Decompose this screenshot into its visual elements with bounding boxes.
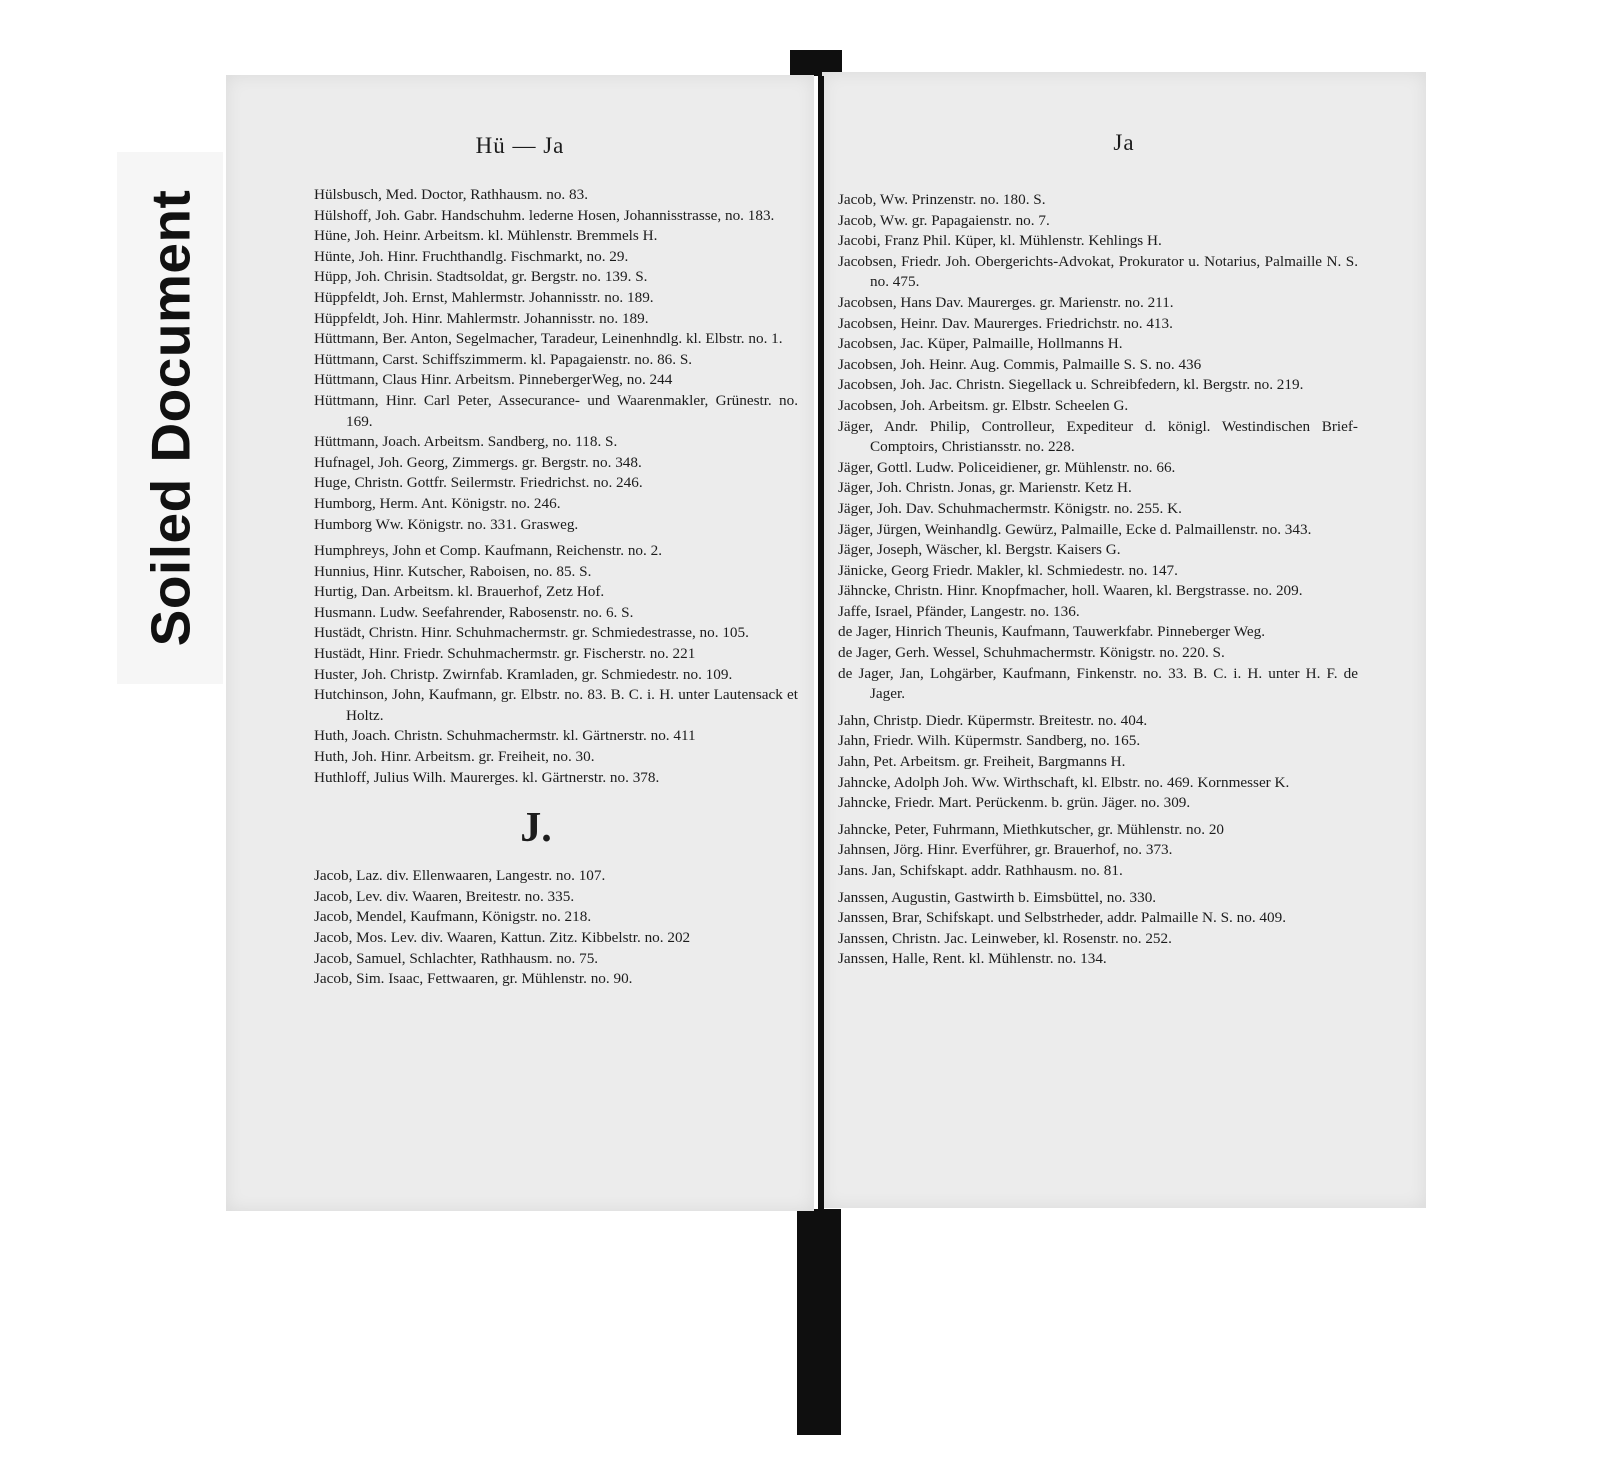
directory-entry: Jäger, Joseph, Wäscher, kl. Bergstr. Kaisers G. bbox=[838, 541, 1121, 559]
directory-entry: Janssen, Christn. Jac. Leinweber, kl. Rosenstr. no. 252. bbox=[838, 929, 1172, 947]
directory-entry: Jacobsen, Jac. Küper, Palmaille, Hollmanns H. bbox=[838, 335, 1123, 353]
directory-entry: Huthloff, Julius Wilh. Maurerges. kl. Gärtnerstr. no. 378. bbox=[314, 768, 660, 786]
directory-entry: Hufnagel, Joh. Georg, Zimmergs. gr. Bergstr. no. 348. bbox=[314, 453, 642, 471]
directory-entry: Huge, Christn. Gottfr. Seilermstr. Friedrichst. no. 246. bbox=[314, 474, 643, 492]
entry-group-hue bbox=[314, 185, 798, 535]
directory-entry: Jacobi, Franz Phil. Küper, kl. Mühlenstr. Kehlings H. bbox=[838, 232, 1162, 250]
directory-entry: Jacobsen, Hans Dav. Maurerges. gr. Marienstr. no. 211. bbox=[838, 293, 1174, 311]
directory-entry: Jacob, Ww. Prinzenstr. no. 180. S. bbox=[838, 191, 1046, 208]
directory-entry: Hunnius, Hinr. Kutscher, Raboisen, no. 85. S. bbox=[314, 562, 592, 580]
soiled-document-stamp bbox=[117, 152, 223, 684]
directory-entry: Hüppfeldt, Joh. Ernst, Mahlermstr. Johannisstr. no. 189. bbox=[314, 288, 654, 306]
left-page bbox=[226, 75, 814, 1211]
right-page-heading: Ja bbox=[1113, 130, 1135, 155]
directory-entry: Jacob, Mendel, Kaufmann, Königstr. no. 218. bbox=[314, 908, 592, 926]
directory-entry: Jahncke, Peter, Fuhrmann, Miethkutscher, gr. Mühlenstr. no. 20 bbox=[838, 820, 1225, 838]
directory-entry: Hüpp, Joh. Chrisin. Stadtsoldat, gr. Bergstr. no. 139. S. bbox=[314, 268, 648, 286]
directory-entry: Janssen, Brar, Schifskapt. und Selbstrheder, addr. Palmaille N. S. no. 409. bbox=[838, 909, 1287, 927]
directory-entry: Jans. Jan, Schifskapt. addr. Rathhausm. no. 81. bbox=[838, 862, 1123, 879]
directory-entry: Jacobsen, Joh. Heinr. Aug. Commis, Palmaille S. S. no. 436 bbox=[838, 355, 1202, 373]
directory-entry: Jähncke, Christn. Hinr. Knopfmacher, holl. Waaren, kl. Bergstrasse. no. 209. bbox=[838, 582, 1303, 600]
directory-entry: Hutchinson, John, Kaufmann, gr. Elbstr. no. 83. B. C. i. H. unter Lautensack et Holtz. bbox=[314, 686, 798, 724]
entry-group-janssen bbox=[838, 888, 1358, 970]
directory-entry: Jacob, Samuel, Schlachter, Rathhausm. no. 75. bbox=[314, 949, 599, 967]
directory-entry: de Jager, Hinrich Theunis, Kaufmann, Tauwerkfabr. Pinneberger Weg. bbox=[838, 623, 1266, 641]
directory-entry: Hünte, Joh. Hinr. Fruchthandlg. Fischmarkt, no. 29. bbox=[314, 247, 629, 265]
directory-entry: Janssen, Halle, Rent. kl. Mühlenstr. no. 134. bbox=[838, 950, 1107, 968]
directory-entry: Hüttmann, Hinr. Carl Peter, Assecurance- und Waarenmakler, Grünestr. no. 169. bbox=[314, 391, 798, 430]
directory-entry: Jacob, Ww. gr. Papagaienstr. no. 7. bbox=[838, 211, 1050, 229]
directory-entry: Hüttmann, Ber. Anton, Segelmacher, Taradeur, Leinenhndlg. kl. Elbstr. no. 1. bbox=[314, 330, 783, 348]
directory-entry: Jahn, Christp. Diedr. Küpermstr. Breitestr. no. 404. bbox=[838, 711, 1148, 729]
directory-entry: Jänicke, Georg Friedr. Makler, kl. Schmiedestr. no. 147. bbox=[838, 561, 1178, 579]
directory-entry: de Jager, Gerh. Wessel, Schuhmachermstr. Königstr. no. 220. S. bbox=[838, 644, 1225, 662]
directory-entry: Hüttmann, Carst. Schiffszimmerm. kl. Papagaienstr. no. 86. S. bbox=[314, 350, 693, 368]
directory-entry: Hülshoff, Joh. Gabr. Handschuhm. lederne Hosen, Johannisstrasse, no. 183. bbox=[314, 206, 775, 224]
directory-entry: Hüne, Joh. Heinr. Arbeitsm. kl. Mühlenstr. Bremmels H. bbox=[314, 227, 658, 245]
left-page-heading: Hü — Ja bbox=[475, 133, 565, 158]
directory-entry: Jacobsen, Joh. Jac. Christn. Siegellack u. Schreibfedern, kl. Bergstr. no. 219. bbox=[838, 376, 1304, 394]
directory-entry: Husmann. Ludw. Seefahrender, Rabosenstr. no. 6. S. bbox=[314, 603, 634, 621]
entry-group-jahn bbox=[838, 711, 1358, 814]
directory-entry: Jäger, Joh. Dav. Schuhmachermstr. Königstr. no. 255. K. bbox=[838, 499, 1182, 517]
right-page bbox=[822, 72, 1426, 1208]
directory-entry: Jacobsen, Friedr. Joh. Obergerichts-Advokat, Prokurator u. Notarius, Palmaille N. S. no. 475. bbox=[838, 252, 1358, 291]
binding-strip-center bbox=[818, 76, 824, 1210]
left-entries bbox=[314, 185, 798, 990]
directory-entry: Janssen, Augustin, Gastwirth b. Eimsbüttel, no. 330. bbox=[838, 888, 1157, 906]
directory-entry: Hülsbusch, Med. Doctor, Rathhausm. no. 83. bbox=[314, 186, 589, 203]
directory-entry: Hüppfeldt, Joh. Hinr. Mahlermstr. Johannisstr. no. 189. bbox=[314, 309, 649, 327]
directory-entry: Jahn, Pet. Arbeitsm. gr. Freiheit, Bargmanns H. bbox=[838, 753, 1126, 771]
directory-entry: Hüttmann, Claus Hinr. Arbeitsm. PinnebergerWeg, no. 244 bbox=[314, 371, 673, 389]
directory-entry: Humphreys, John et Comp. Kaufmann, Reichenstr. no. 2. bbox=[314, 542, 662, 560]
entry-group-jahncke bbox=[838, 820, 1358, 882]
directory-entry: Huth, Joh. Hinr. Arbeitsm. gr. Freiheit, no. 30. bbox=[314, 748, 595, 766]
directory-entry: Jäger, Andr. Philip, Controlleur, Expediteur d. königl. Westindischen Brief-Comptoirs, Christiansstr. no. 228. bbox=[838, 417, 1358, 456]
directory-entry: Jäger, Jürgen, Weinhandlg. Gewürz, Palmaille, Ecke d. Palmaillenstr. no. 343. bbox=[838, 520, 1312, 538]
directory-entry: Jahncke, Adolph Joh. Ww. Wirthschaft, kl. Elbstr. no. 469. Kornmesser K. bbox=[838, 773, 1290, 791]
directory-entry: de Jager, Jan, Lohgärber, Kaufmann, Finkenstr. no. 33. B. C. i. H. unter H. F. de Jager. bbox=[838, 664, 1358, 703]
directory-entry: Jahnsen, Jörg. Hinr. Everführer, gr. Brauerhof, no. 373. bbox=[838, 841, 1173, 859]
binding-strip-bottom bbox=[797, 1209, 841, 1435]
directory-entry: Jahncke, Friedr. Mart. Perückenm. b. grün. Jäger. no. 309. bbox=[838, 794, 1191, 812]
directory-entry: Jacobsen, Joh. Arbeitsm. gr. Elbstr. Scheelen G. bbox=[838, 396, 1129, 414]
entry-group-j bbox=[314, 866, 798, 990]
directory-entry: Jacob, Sim. Isaac, Fettwaaren, gr. Mühlenstr. no. 90. bbox=[314, 970, 633, 988]
directory-entry: Humborg, Herm. Ant. Königstr. no. 246. bbox=[314, 494, 561, 512]
entry-group-ja bbox=[838, 190, 1358, 705]
entry-group-hu bbox=[314, 541, 798, 788]
directory-entry: Hurtig, Dan. Arbeitsm. kl. Brauerhof, Zetz Hof. bbox=[314, 583, 605, 601]
directory-entry: Jäger, Gottl. Ludw. Policeidiener, gr. Mühlenstr. no. 66. bbox=[838, 458, 1176, 476]
directory-entry: Jäger, Joh. Christn. Jonas, gr. Marienstr. Ketz H. bbox=[838, 479, 1132, 497]
directory-entry: Huster, Joh. Christp. Zwirnfab. Kramladen, gr. Schmiedestr. no. 109. bbox=[314, 665, 733, 683]
directory-entry: Hustädt, Hinr. Friedr. Schuhmachermstr. gr. Fischerstr. no. 221 bbox=[314, 645, 696, 663]
stamp-label: Soiled Document bbox=[139, 189, 201, 647]
directory-entry: Jacob, Mos. Lev. div. Waaren, Kattun. Zitz. Kibbelstr. no. 202 bbox=[314, 929, 691, 946]
directory-entry: Jahn, Friedr. Wilh. Küpermstr. Sandberg, no. 165. bbox=[838, 732, 1141, 750]
right-entries bbox=[838, 190, 1358, 970]
directory-entry: Jacob, Laz. div. Ellenwaaren, Langestr. no. 107. bbox=[314, 867, 606, 885]
directory-entry: Huth, Joach. Christn. Schuhmachermstr. kl. Gärtnerstr. no. 411 bbox=[314, 727, 696, 745]
directory-entry: Hustädt, Christn. Hinr. Schuhmachermstr. gr. Schmiedestrasse, no. 105. bbox=[314, 624, 749, 642]
directory-entry: Jaffe, Israel, Pfänder, Langestr. no. 136. bbox=[838, 602, 1080, 620]
directory-entry: Hüttmann, Joach. Arbeitsm. Sandberg, no. 118. S. bbox=[314, 433, 618, 451]
directory-entry: Humborg Ww. Königstr. no. 331. Grasweg. bbox=[314, 515, 579, 533]
directory-entry: Jacob, Lev. div. Waaren, Breitestr. no. 335. bbox=[314, 887, 575, 905]
directory-entry: Jacobsen, Heinr. Dav. Maurerges. Friedrichstr. no. 413. bbox=[838, 314, 1173, 332]
section-letter: J. bbox=[520, 805, 552, 852]
